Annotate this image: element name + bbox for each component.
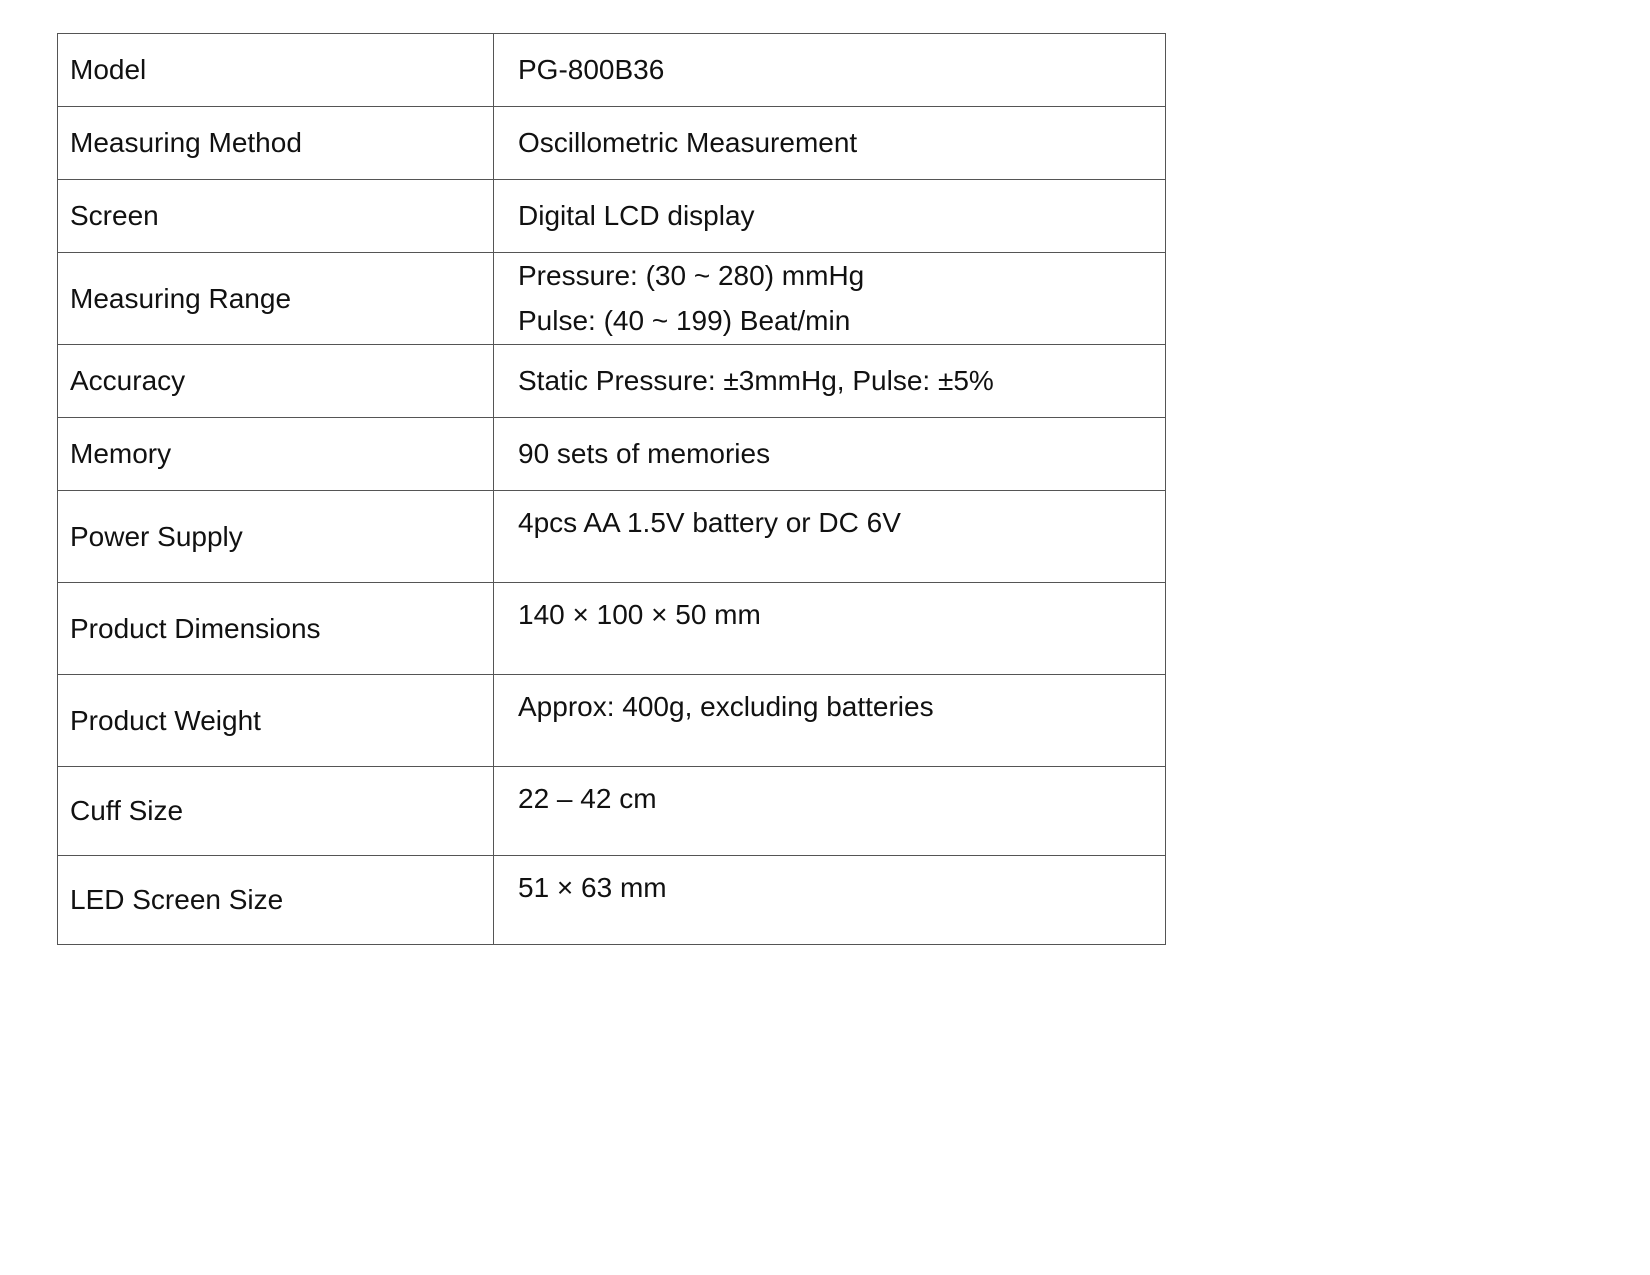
spec-label: Memory (58, 418, 494, 491)
spec-row-screen (58, 180, 1166, 253)
spec-row-cuff-size (58, 767, 1166, 856)
spec-value-line-pressure: Pressure: (30 ~ 280) mmHg (518, 259, 865, 291)
spec-label: Screen (58, 180, 494, 253)
spec-row-power-supply (58, 491, 1166, 583)
spec-value: Digital LCD display (494, 180, 1166, 253)
spec-label: Measuring Method (58, 107, 494, 180)
spec-value: PG-800B36 (494, 34, 1166, 107)
spec-row-product-weight (58, 675, 1166, 767)
spec-label: Power Supply (58, 491, 494, 583)
spec-value: 51 × 63 mm (494, 856, 1166, 945)
spec-row-measuring-range (58, 253, 1166, 345)
spec-value: Static Pressure: ±3mmHg, Pulse: ±5% (494, 345, 1166, 418)
spec-row-measuring-method (58, 107, 1166, 180)
spec-row-model (58, 34, 1166, 107)
spec-value (494, 253, 1166, 345)
spec-label: Model (58, 34, 494, 107)
spec-value: Oscillometric Measurement (494, 107, 1166, 180)
specifications-table (57, 33, 1166, 945)
spec-label: Product Dimensions (58, 583, 494, 675)
spec-value: 4pcs AA 1.5V battery or DC 6V (494, 491, 1166, 583)
spec-row-accuracy (58, 345, 1166, 418)
spec-value: 22 – 42 cm (494, 767, 1166, 856)
spec-row-product-dimensions (58, 583, 1166, 675)
spec-value: Approx: 400g, excluding batteries (494, 675, 1166, 767)
spec-label: LED Screen Size (58, 856, 494, 945)
spec-label: Cuff Size (58, 767, 494, 856)
spec-value-line-pulse: Pulse: (40 ~ 199) Beat/min (518, 304, 851, 336)
spec-value: 90 sets of memories (494, 418, 1166, 491)
spec-value: 140 × 100 × 50 mm (494, 583, 1166, 675)
spec-label: Accuracy (58, 345, 494, 418)
spec-label: Measuring Range (58, 253, 494, 345)
spec-row-led-screen-size (58, 856, 1166, 945)
spec-label: Product Weight (58, 675, 494, 767)
spec-row-memory (58, 418, 1166, 491)
